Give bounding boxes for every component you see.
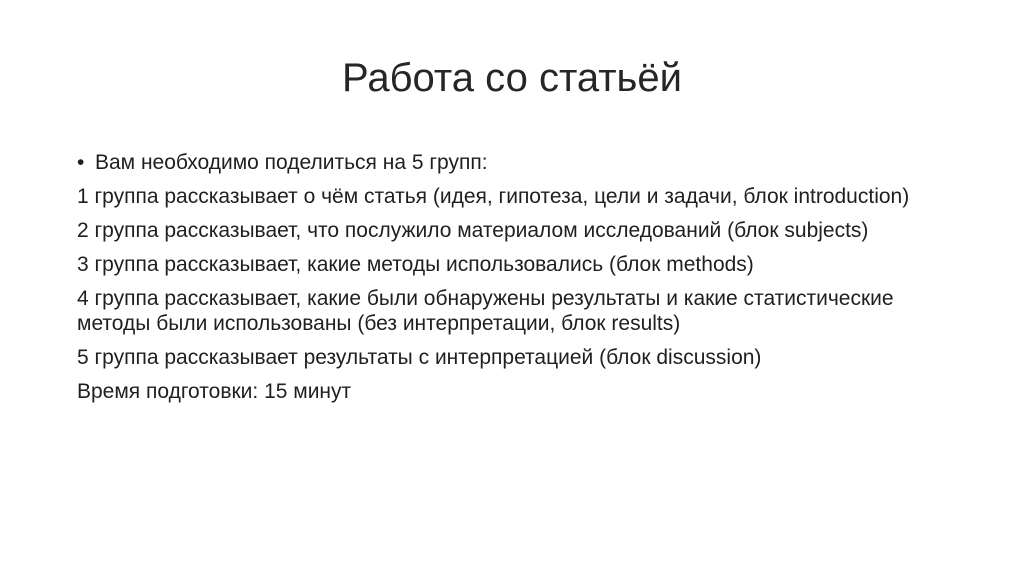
slide-title: Работа со статьёй (342, 56, 682, 100)
slide-body (77, 150, 957, 413)
paragraph-prep-time: Время подготовки: 15 минут (77, 380, 352, 403)
paragraph-group-2: 2 группа рассказывает, что послужило материалом исследований (блок subjects) (77, 219, 869, 242)
paragraph-group-4: 4 группа рассказывает, какие были обнаружены результаты и какие статистические методы были использованы (без интерпретации, блок results) (77, 287, 894, 335)
intro-text: Вам необходимо поделиться на 5 групп: (95, 151, 488, 174)
paragraph-group-5: 5 группа рассказывает результаты с интерпретацией (блок discussion) (77, 346, 762, 369)
bullet-icon: • (77, 151, 85, 174)
paragraph-group-3: 3 группа рассказывает, какие методы использовались (блок methods) (77, 253, 754, 276)
paragraph-group-1: 1 группа рассказывает о чём статья (идея, гипотеза, цели и задачи, блок introduction) (77, 185, 910, 208)
bullet-item (77, 150, 957, 175)
